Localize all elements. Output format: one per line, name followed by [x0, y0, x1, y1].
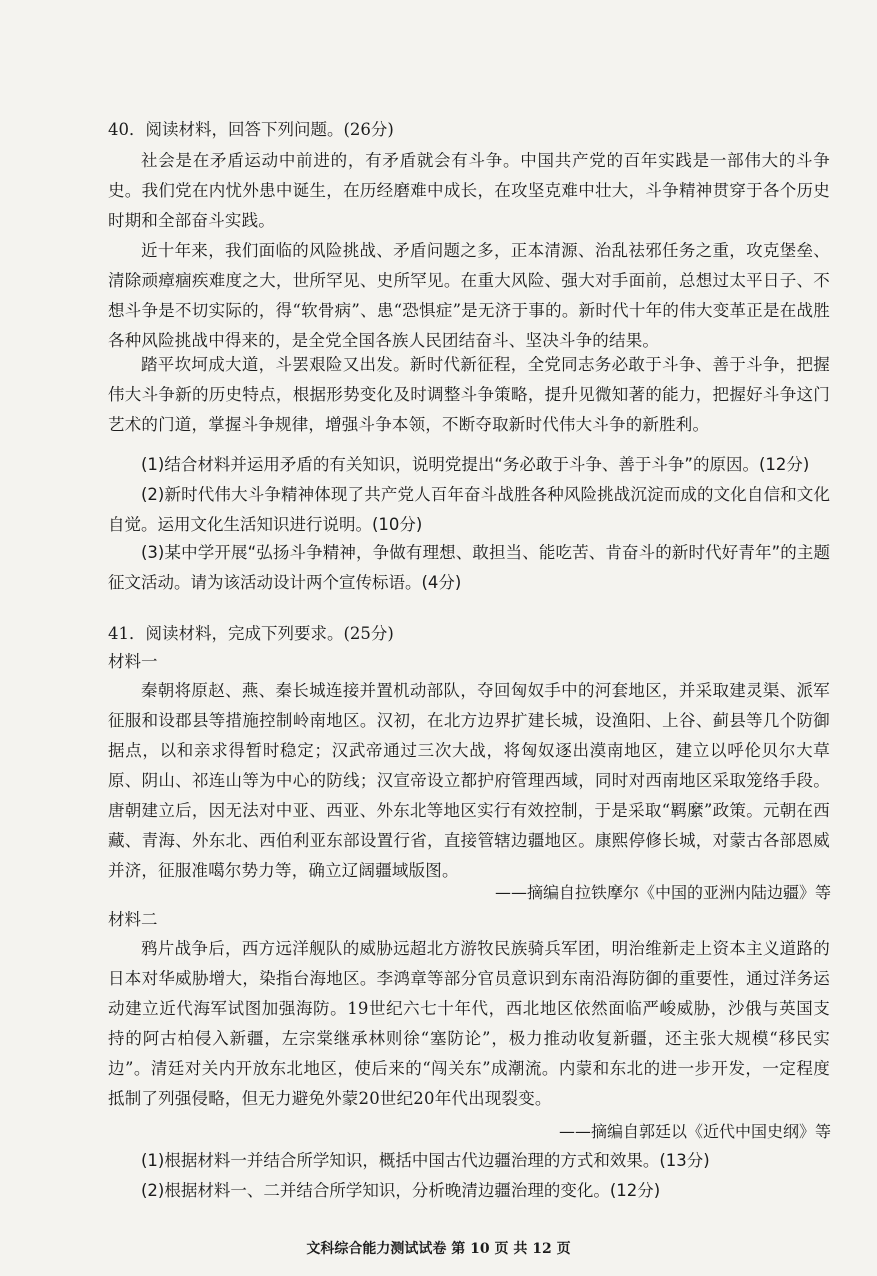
q40-question-1: (1)结合材料并运用矛盾的有关知识，说明党提出“务必敢于斗争、善于斗争”的原因。(12分)	[141, 455, 810, 474]
material-1-source: ——摘编自拉铁摩尔《中国的亚洲内陆边疆》等	[494, 883, 831, 902]
material-1-label: 材料一	[108, 652, 158, 671]
q40-paragraph-2: 近十年来，我们面临的风险挑战、矛盾问题之多，正本清源、治乱祛邪任务之重，攻克堡垒、清除顽瘴痼疾难度之大，世所罕见、史所罕见。在重大风险、强大对手面前，总想过太平日子、不想斗争是不切实际的，得“软骨病”、患“恐惧症”是无济于事的。新时代十年的伟大变革正是在战胜各种风险挑战中得来的，是全党全国各族人民团结奋斗、坚决斗争的结果。	[108, 241, 830, 350]
material-2-label: 材料二	[108, 910, 158, 929]
material-1-text: 秦朝将原赵、燕、秦长城连接并置机动部队，夺回匈奴手中的河套地区，并采取建灵渠、派军征服和设郡县等措施控制岭南地区。汉初，在北方边界扩建长城，设渔阳、上谷、蓟县等几个防御据点，以和亲求得暂时稳定；汉武帝通过三次大战，将匈奴逐出漠南地区，建立以呼伦贝尔大草原、阴山、祁连山等为中心的防线；汉宣帝设立都护府管理西域，同时对西南地区采取笼络手段。唐朝建立后，因无法对中亚、西亚、外东北等地区实行有效控制，于是采取“羁縻”政策。元朝在西藏、青海、外东北、西伯利亚东部设置行省，直接管辖边疆地区。康熙停修长城，对蒙古各部恩威并济，征服准噶尔势力等，确立辽阔疆域版图。	[108, 681, 830, 880]
q40-question-2: (2)新时代伟大斗争精神体现了共产党人百年奋斗战胜各种风险挑战沉淀而成的文化自信和文化自觉。运用文化生活知识进行说明。(10分)	[108, 485, 830, 534]
material-2-source: ——摘编自郭廷以《近代中国史纲》等	[558, 1122, 831, 1141]
page-footer: 文科综合能力测试试卷 第 10 页 共 12 页	[306, 1241, 571, 1257]
question-40-title: 40．阅读材料，回答下列问题。(26分)	[108, 120, 394, 139]
material-2-text: 鸦片战争后，西方远洋舰队的威胁远超北方游牧民族骑兵军团，明治维新走上资本主义道路的日本对华威胁增大，染指台海地区。李鸿章等部分官员意识到东南沿海防御的重要性，通过洋务运动建立近代海军试图加强海防。19世纪六七十年代，西北地区依然面临严峻威胁，沙俄与英国支持的阿古柏侵入新疆，左宗棠继承林则徐“塞防论”，极力推动收复新疆，还主张大规模“移民实边”。清廷对关内开放东北地区，使后来的“闯关东”成潮流。内蒙和东北的进一步开发，一定程度抵制了列强侵略，但无力避免外蒙20世纪20年代出现裂变。	[108, 939, 830, 1108]
question-41-title: 41．阅读材料，完成下列要求。(25分)	[108, 624, 394, 643]
q41-question-1: (1)根据材料一并结合所学知识，概括中国古代边疆治理的方式和效果。(13分)	[141, 1151, 710, 1170]
q40-question-3: (3)某中学开展“弘扬斗争精神，争做有理想、敢担当、能吃苦、肯奋斗的新时代好青年”的主题征文活动。请为该活动设计两个宣传标语。(4分)	[108, 543, 830, 592]
q40-paragraph-1: 社会是在矛盾运动中前进的，有矛盾就会有斗争。中国共产党的百年实践是一部伟大的斗争史。我们党在内忧外患中诞生，在历经磨难中成长，在攻坚克难中壮大，斗争精神贯穿于各个历史时期和全部奋斗实践。	[108, 151, 830, 230]
q41-question-2: (2)根据材料一、二并结合所学知识，分析晚清边疆治理的变化。(12分)	[141, 1181, 661, 1200]
q40-paragraph-3: 踏平坎坷成大道，斗罢艰险又出发。新时代新征程，全党同志务必敢于斗争、善于斗争，把握伟大斗争新的历史特点，根据形势变化及时调整斗争策略，提升见微知著的能力，把握好斗争这门艺术的门道，掌握斗争规律，增强斗争本领，不断夺取新时代伟大斗争的新胜利。	[108, 355, 830, 434]
